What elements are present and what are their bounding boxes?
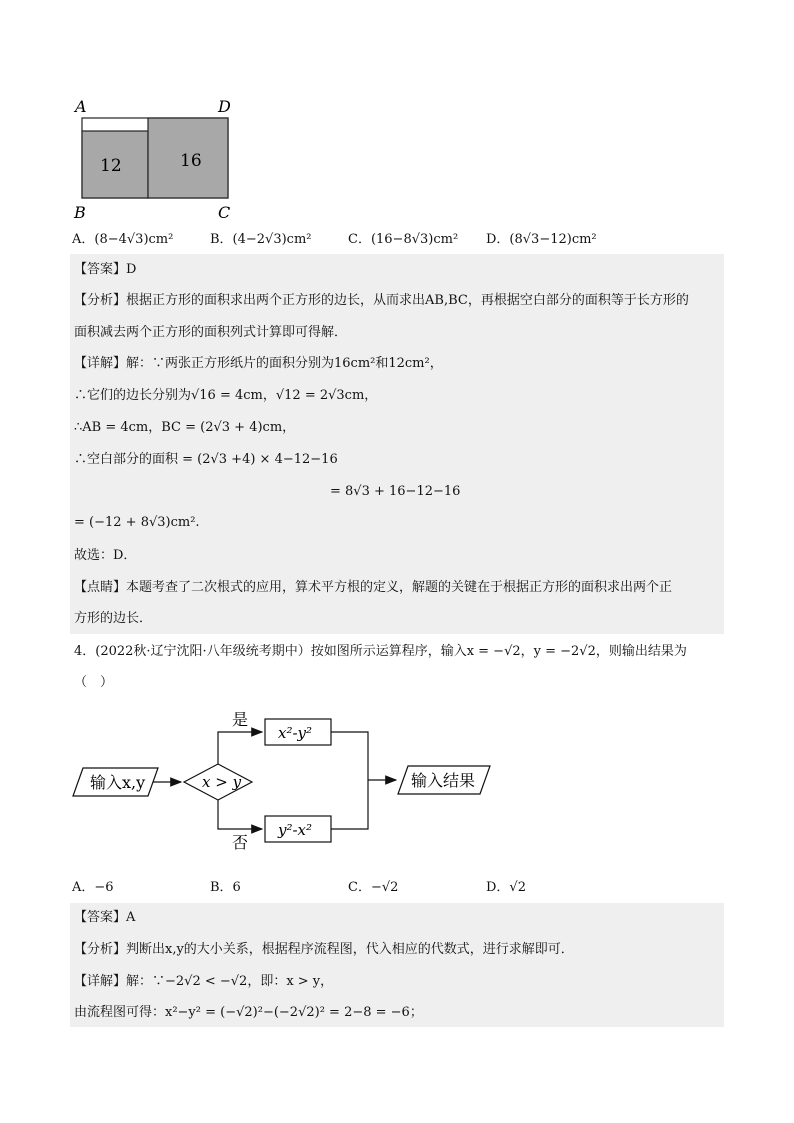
yes-branch-line xyxy=(218,732,262,764)
label-c: C xyxy=(218,203,231,222)
label-b: B xyxy=(74,203,86,222)
q4-detail-line1: 【详解】解：∵−2√2 < −√2，即：x > y， xyxy=(74,974,334,989)
q4-stem-line2: （ ） xyxy=(74,675,114,690)
rectangle-figure xyxy=(70,92,250,222)
q3-detail-line3: ∴AB = 4cm，BC = (2√3 + 4)cm， xyxy=(74,420,296,435)
q4-option-d: D．√2 xyxy=(486,880,526,895)
q3-detail-line1: 【详解】解：∵两张正方形纸片的面积分别为16cm²和12cm²， xyxy=(74,356,443,371)
right-square-label: 16 xyxy=(180,151,202,171)
q3-option-d: D．(8√3−12)cm² xyxy=(486,232,597,247)
label-d: D xyxy=(218,97,231,116)
q4-option-c: C．−√2 xyxy=(348,880,399,895)
label-a: A xyxy=(75,97,87,116)
bottom-process-label: y²-x² xyxy=(278,821,313,839)
q4-stem-line1: 4．(2022秋·辽宁沈阳·八年级统考期中）按如图所示运算程序，输入x = −√2，y = −2√2，则输出结果为 xyxy=(74,644,687,659)
q3-solution-block xyxy=(70,254,724,634)
q3-detail-line2: ∴它们的边长分别为√16 = 4cm，√12 = 2√3cm， xyxy=(74,388,378,403)
q3-option-a: A．(8−4√3)cm² xyxy=(72,232,174,247)
q4-option-a: A．−6 xyxy=(72,880,114,895)
output-label: 输入结果 xyxy=(411,771,476,790)
q3-detail-line5: = 8√3 + 16−12−16 xyxy=(330,484,461,499)
no-label: 否 xyxy=(232,833,249,852)
condition-label: x > y xyxy=(202,773,242,791)
q3-analysis-line1: 【分析】根据正方形的面积求出两个正方形的边长，从而求出AB,BC，再根据空白部分的面积等于长方形的 xyxy=(74,293,689,308)
q4-option-b: B．6 xyxy=(210,880,241,895)
no-branch-line xyxy=(218,800,262,829)
q3-answer: 【答案】D xyxy=(74,262,137,277)
q4-analysis: 【分析】判断出x,y的大小关系，根据程序流程图，代入相应的代数式，进行求解即可． xyxy=(74,942,574,957)
q3-comment-line2: 方形的边长． xyxy=(74,611,153,626)
q3-choose: 故选：D． xyxy=(74,548,137,563)
q4-answer: 【答案】A xyxy=(74,910,136,925)
input-label: 输入x,y xyxy=(90,773,146,792)
yes-label: 是 xyxy=(232,710,249,729)
q3-option-b: B．(4−2√3)cm² xyxy=(210,232,312,247)
left-square-label: 12 xyxy=(100,156,122,176)
merge-line xyxy=(331,732,368,829)
q4-detail-line2: 由流程图可得：x²−y² = (−√2)²−(−2√2)² = 2−8 = −6； xyxy=(74,1005,423,1020)
top-process-label: x²-y² xyxy=(278,724,313,742)
q3-analysis-line2: 面积减去两个正方形的面积列式计算即可得解． xyxy=(74,325,348,340)
flowchart xyxy=(68,702,498,862)
q3-detail-line4: ∴空白部分的面积 = (2√3 +4) × 4−12−16 xyxy=(74,452,338,467)
q3-comment-line1: 【点睛】本题考查了二次根式的应用，算术平方根的定义，解题的关键在于根据正方形的面积求出两个正 xyxy=(74,580,673,595)
q3-option-c: C．(16−8√3)cm² xyxy=(348,232,459,247)
q3-detail-line6: = (−12 + 8√3)cm². xyxy=(74,515,200,530)
